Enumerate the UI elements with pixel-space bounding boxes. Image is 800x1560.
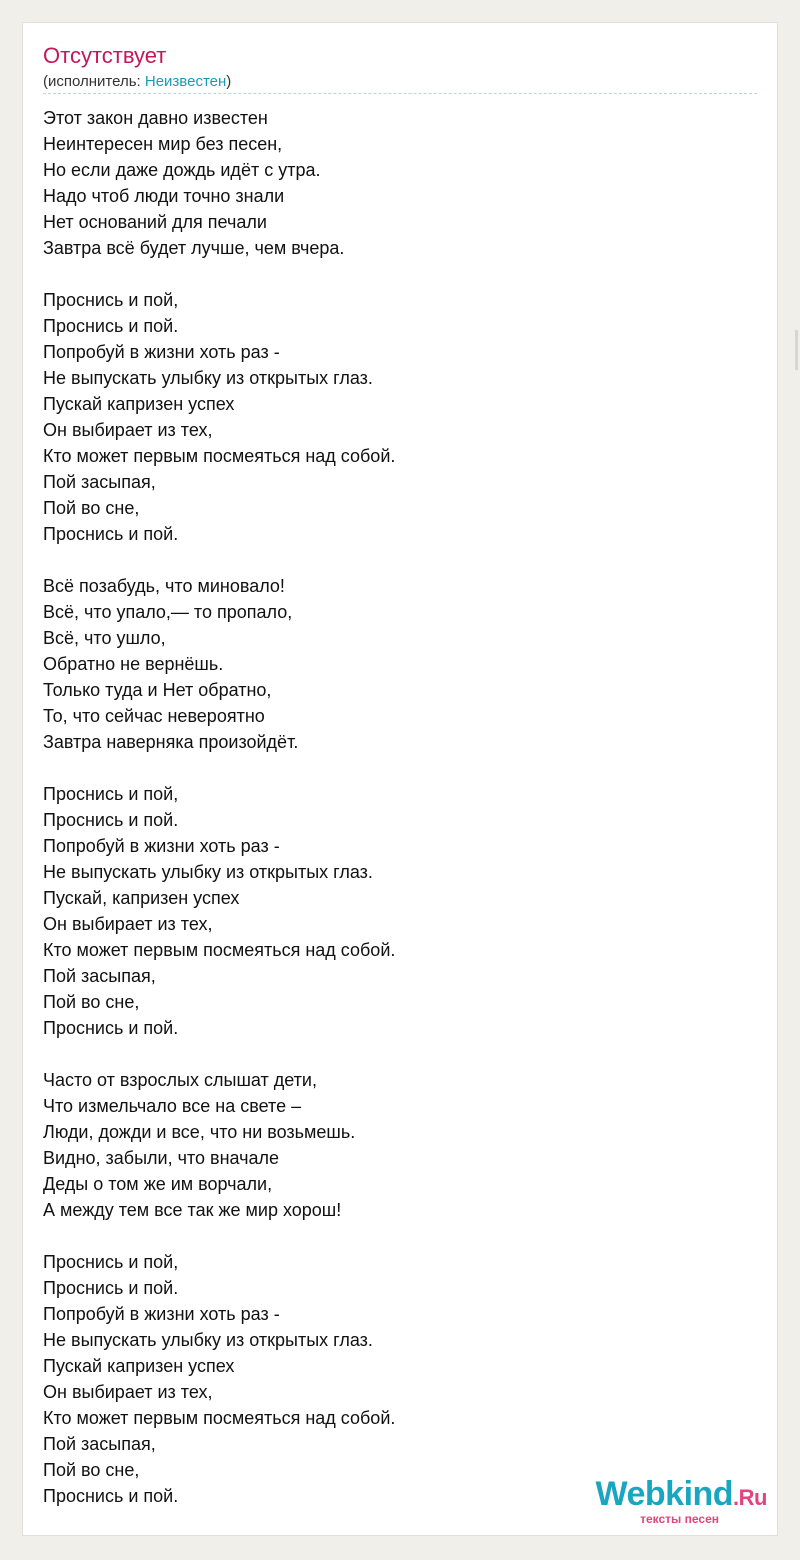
lyrics-line: Пой засыпая, — [43, 1434, 156, 1454]
lyrics-line: Проснись и пой, — [43, 784, 179, 804]
lyrics-stanza — [43, 781, 743, 1041]
lyrics-line: Пускай, капризен успех — [43, 888, 240, 908]
lyrics-line: Часто от взрослых слышат дети, — [43, 1070, 317, 1090]
divider — [43, 93, 757, 94]
lyrics-line: Этот закон давно известен — [43, 108, 268, 128]
lyrics-line: Пой во сне, — [43, 992, 140, 1012]
lyrics-line: Попробуй в жизни хоть раз - — [43, 342, 280, 362]
performer-prefix: (исполнитель: — [43, 73, 145, 90]
song-title: Отсутствует — [43, 43, 167, 68]
lyrics-line: Не выпускать улыбку из открытых глаз. — [43, 368, 373, 388]
logo-tagline: тексты песен — [640, 1512, 719, 1526]
scrollbar-thumb[interactable] — [795, 330, 798, 370]
lyrics-stanza — [43, 1249, 743, 1509]
lyrics-line: Видно, забыли, что вначале — [43, 1148, 280, 1168]
lyrics-line: Всё, что упало,— то пропало, — [43, 602, 293, 622]
lyrics-line: Он выбирает из тех, — [43, 1382, 213, 1402]
lyrics-line: Проснись и пой, — [43, 290, 179, 310]
lyrics-line: Проснись и пой. — [43, 1018, 179, 1038]
lyrics-line: Он выбирает из тех, — [43, 420, 213, 440]
lyrics-line: Люди, дожди и все, что ни возьмешь. — [43, 1122, 356, 1142]
lyrics-line: Проснись и пой, — [43, 1252, 179, 1272]
lyrics-line: Пой во сне, — [43, 1460, 140, 1480]
lyrics-line: Обратно не вернёшь. — [43, 654, 224, 674]
lyrics-line: Что измельчало все на свете – — [43, 1096, 302, 1116]
performer-line — [43, 73, 231, 90]
performer-link[interactable]: Неизвестен — [144, 73, 227, 90]
lyrics-line: Надо чтоб люди точно знали — [43, 186, 285, 206]
lyrics-line: Проснись и пой. — [43, 810, 179, 830]
lyrics-line: Проснись и пой. — [43, 1486, 179, 1506]
lyrics-line: Завтра всё будет лучше, чем вчера. — [43, 238, 345, 258]
lyrics-line: Пой засыпая, — [43, 966, 156, 986]
lyrics-line: Проснись и пой. — [43, 1278, 179, 1298]
lyrics-line: Только туда и Нет обратно, — [43, 680, 272, 700]
lyrics-line: Всё, что ушло, — [43, 628, 166, 648]
site-logo[interactable] — [596, 1477, 768, 1525]
lyrics-line: Нет оснований для печали — [43, 212, 267, 232]
lyrics-line: Проснись и пой. — [43, 524, 179, 544]
lyrics-line: Пой во сне, — [43, 498, 140, 518]
lyrics-line: Пускай капризен успех — [43, 1356, 235, 1376]
lyrics-line: Но если даже дождь идёт с утра. — [43, 160, 321, 180]
lyrics-line: Пускай капризен успех — [43, 394, 235, 414]
lyrics-line: Кто может первым посмеяться над собой. — [43, 1408, 396, 1428]
lyrics-line: Неинтересен мир без песен, — [43, 134, 283, 154]
lyrics-line: Кто может первым посмеяться над собой. — [43, 940, 396, 960]
logo-wordmark: Webkind — [595, 1475, 734, 1513]
lyrics-text — [43, 105, 743, 1535]
lyrics-line: Пой засыпая, — [43, 472, 156, 492]
performer-suffix: ) — [226, 73, 232, 90]
lyrics-stanza — [43, 1067, 743, 1223]
lyrics-line: Он выбирает из тех, — [43, 914, 213, 934]
lyrics-line: Всё позабудь, что миновало! — [43, 576, 285, 596]
logo-tld: .Ru — [733, 1485, 767, 1510]
lyrics-line: А между тем все так же мир хорош! — [43, 1200, 342, 1220]
lyrics-stanza — [43, 105, 743, 261]
lyrics-line: Не выпускать улыбку из открытых глаз. — [43, 862, 373, 882]
lyrics-stanza — [43, 287, 743, 547]
lyrics-stanza — [43, 573, 743, 755]
lyrics-line: Кто может первым посмеяться над собой. — [43, 446, 396, 466]
lyrics-line: То, что сейчас невероятно — [43, 706, 265, 726]
lyrics-line: Проснись и пой. — [43, 316, 179, 336]
lyrics-line: Завтра наверняка произойдёт. — [43, 732, 299, 752]
lyrics-line: Попробуй в жизни хоть раз - — [43, 1304, 280, 1324]
lyrics-line: Не выпускать улыбку из открытых глаз. — [43, 1330, 373, 1350]
lyrics-line: Деды о том же им ворчали, — [43, 1174, 273, 1194]
lyrics-card — [22, 22, 778, 1536]
lyrics-line: Попробуй в жизни хоть раз - — [43, 836, 280, 856]
